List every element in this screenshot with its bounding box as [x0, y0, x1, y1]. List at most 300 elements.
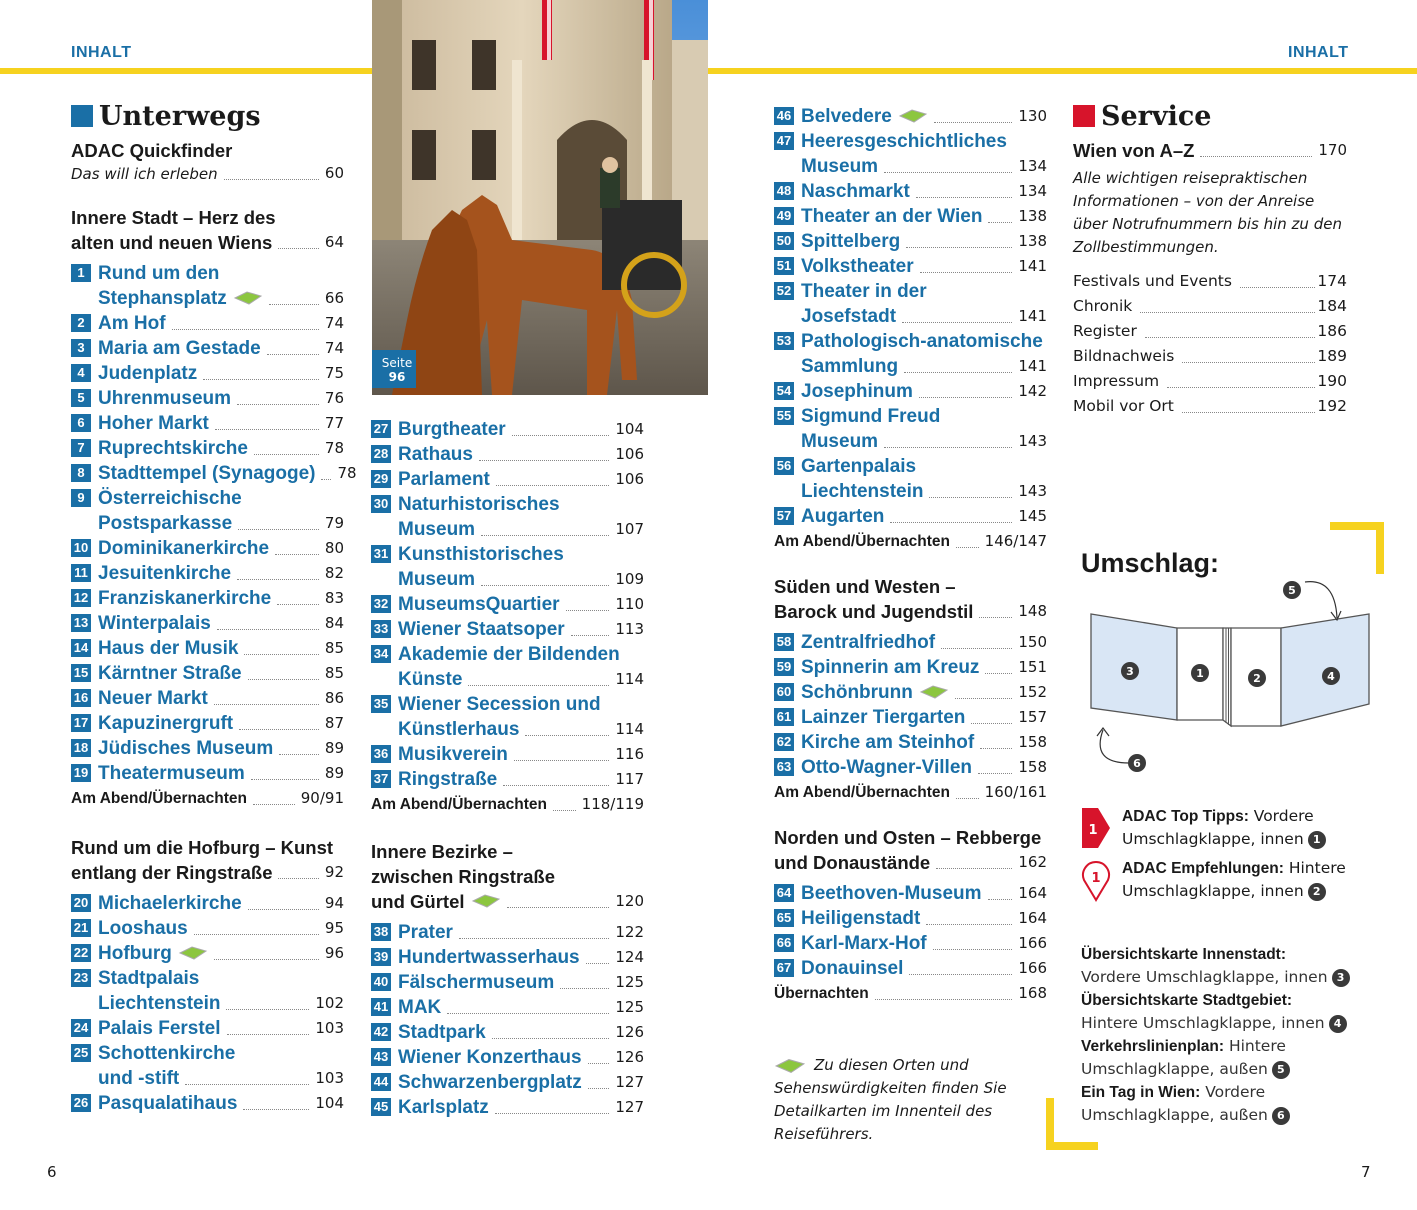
sight-number-badge: 50: [774, 232, 794, 250]
page-number: 120: [615, 892, 644, 910]
page-number: 118/119: [581, 795, 644, 813]
sight-title-line2: Museum: [398, 569, 476, 590]
dot-leader: [251, 779, 319, 780]
page-number: 152: [1018, 683, 1047, 701]
toc-entry-1-continued[interactable]: [71, 286, 344, 311]
sight-title-line2: Künste: [398, 669, 463, 690]
sight-number-badge: 52: [774, 282, 794, 300]
toc-entry-14[interactable]: [71, 636, 344, 661]
dot-leader: [269, 304, 319, 305]
sight-number-badge: 45: [371, 1098, 391, 1116]
toc-list: [774, 104, 1047, 529]
toc-entry-32[interactable]: [371, 592, 644, 617]
toc-entry-42[interactable]: [371, 1020, 644, 1045]
page-number: 74: [324, 314, 344, 332]
page-number: 143: [1018, 432, 1047, 450]
header-right: INHALT: [1288, 44, 1349, 61]
dot-leader: [227, 1034, 310, 1035]
dot-leader: [267, 354, 319, 355]
sight-title: Naturhistorisches: [398, 494, 560, 515]
abend-entry[interactable]: [71, 786, 344, 811]
dot-leader: [481, 585, 609, 586]
page-number: 124: [615, 948, 644, 966]
toc-entry-36[interactable]: [371, 742, 644, 767]
wien-a-z-entry[interactable]: [1073, 138, 1347, 163]
toc-entry-34[interactable]: [371, 642, 644, 667]
page-number: 126: [615, 1023, 644, 1041]
sight-title: Stadtpalais: [98, 968, 200, 989]
sight-title: Akademie der Bildenden: [398, 644, 620, 665]
cover-ref-badge: 3: [1332, 969, 1350, 987]
toc-entry-53[interactable]: [774, 329, 1047, 354]
page-number: 166: [1018, 959, 1047, 977]
page-number: 174: [1317, 272, 1347, 290]
toc-entry-15[interactable]: [71, 661, 344, 686]
toc-entry-2[interactable]: [71, 311, 344, 336]
sight-title: Jesuitenkirche: [98, 563, 232, 584]
top-tipps-info: [1122, 805, 1347, 851]
page-number: 104: [615, 420, 644, 438]
sight-title: Ruprechtskirche: [98, 438, 248, 459]
toc-entry-10[interactable]: [71, 536, 344, 561]
page-number: 184: [1317, 297, 1347, 315]
toc-entry-22[interactable]: [71, 941, 344, 966]
service-entry[interactable]: [1073, 269, 1347, 294]
sight-number-badge: 35: [371, 695, 391, 713]
sight-number-badge: 58: [774, 633, 794, 651]
dot-leader: [194, 934, 319, 935]
sight-number-badge: 34: [371, 645, 391, 663]
top-tipps-text: Vordere Umschlagklappe, innen: [1122, 807, 1314, 848]
abend-entry[interactable]: [774, 780, 1047, 805]
page-number: 164: [1018, 909, 1047, 927]
top-tipp-icon-number: 1: [1088, 823, 1098, 838]
page-number: 141: [1018, 257, 1047, 275]
dot-leader: [916, 197, 1013, 198]
empfehlung-icon-number: 1: [1091, 871, 1101, 886]
toc-list: [71, 261, 357, 786]
sight-title: Pasqualatihaus: [98, 1093, 238, 1114]
sight-title-line2: Sammlung: [801, 356, 899, 377]
sight-number-badge: 62: [774, 733, 794, 751]
toc-entry-4[interactable]: [71, 361, 344, 386]
toc-entry-5[interactable]: [71, 386, 344, 411]
page-number: 127: [615, 1073, 644, 1091]
toc-entry-8[interactable]: [71, 461, 357, 486]
toc-entry-37[interactable]: [371, 767, 644, 792]
sight-title-line2: Josefstadt: [801, 306, 897, 327]
sight-number-badge: 9: [71, 489, 91, 507]
district-heading: Innere Stadt – Herz des: [71, 207, 276, 228]
detail-map-icon: [471, 893, 501, 909]
quickfinder-entry[interactable]: [71, 163, 344, 186]
sight-number-badge: 64: [774, 884, 794, 902]
abend-entry[interactable]: [774, 529, 1047, 554]
sight-title: Sigmund Freud: [801, 406, 941, 427]
toc-entry-29[interactable]: [371, 467, 644, 492]
detail-map-icon: [919, 684, 949, 700]
toc-entry-12[interactable]: [71, 586, 344, 611]
toc-entry-45[interactable]: [371, 1095, 644, 1120]
sight-number-badge: 47: [774, 132, 794, 150]
toc-entry-64[interactable]: [774, 881, 1047, 906]
toc-entry-52-continued[interactable]: [774, 304, 1047, 329]
page-number: 116: [615, 745, 644, 763]
sight-number-badge: 11: [71, 564, 91, 582]
toc-entry-23-continued[interactable]: [71, 991, 344, 1016]
toc-entry-20[interactable]: [71, 891, 344, 916]
page-number: 189: [1317, 347, 1347, 365]
dot-leader: [571, 635, 610, 636]
dot-leader: [980, 748, 1012, 749]
sight-title: Prater: [398, 922, 453, 943]
dot-leader: [934, 122, 1013, 123]
sight-number-badge: 56: [774, 457, 794, 475]
sight-title-line2: Museum: [801, 431, 879, 452]
dot-leader: [941, 648, 1012, 649]
diagram-label-2: 2: [1253, 672, 1261, 685]
column-2: [371, 417, 644, 1120]
toc-entry-56-continued[interactable]: [774, 479, 1047, 504]
toc-entry-9-continued[interactable]: [71, 511, 344, 536]
service-label: Festivals und Events: [1073, 272, 1232, 290]
toc-entry-51[interactable]: [774, 254, 1047, 279]
page-number: 117: [615, 770, 644, 788]
top-tipp-arrow-icon: [1080, 806, 1112, 850]
page-number: 75: [324, 364, 344, 382]
dot-leader: [512, 435, 610, 436]
page-number: 130: [1018, 107, 1047, 125]
dot-leader: [988, 222, 1012, 223]
sight-title: Belvedere: [801, 106, 892, 127]
dot-leader: [588, 1088, 610, 1089]
dot-leader: [1240, 287, 1315, 288]
sight-title: Franziskanerkirche: [98, 588, 272, 609]
toc-entry-67[interactable]: [774, 956, 1047, 981]
page-number: 106: [615, 445, 644, 463]
overview-entry: [1081, 943, 1351, 989]
toc-entry-18[interactable]: [71, 736, 344, 761]
toc-entry-17[interactable]: [71, 711, 344, 736]
toc-entry-23[interactable]: [71, 966, 344, 991]
dot-leader: [243, 1109, 309, 1110]
toc-entry-13[interactable]: [71, 611, 344, 636]
diagram-label-6: 6: [1133, 757, 1141, 770]
dot-leader: [566, 610, 610, 611]
toc-entry-6[interactable]: [71, 411, 344, 436]
toc-entry-66[interactable]: [774, 931, 1047, 956]
sight-number-badge: 51: [774, 257, 794, 275]
column-unterwegs: [71, 100, 357, 1116]
toc-entry-31[interactable]: [371, 542, 644, 567]
sight-number-badge: 2: [71, 314, 91, 332]
toc-entry-46[interactable]: [774, 104, 1047, 129]
toc-entry-47-continued[interactable]: [774, 154, 1047, 179]
overview-entry: [1081, 1035, 1351, 1081]
dot-leader: [468, 685, 609, 686]
toc-entry-57[interactable]: [774, 504, 1047, 529]
service-entry[interactable]: [1073, 369, 1347, 394]
page-number: 85: [324, 664, 344, 682]
toc-entry-52[interactable]: [774, 279, 1047, 304]
service-entry[interactable]: [1073, 294, 1347, 319]
toc-entry-50[interactable]: [774, 229, 1047, 254]
overview-text: Vordere Umschlagklappe, außen: [1081, 1083, 1268, 1124]
sight-number-badge: 42: [371, 1023, 391, 1041]
dot-leader: [978, 773, 1012, 774]
sight-number-badge: 46: [774, 107, 794, 125]
sight-title: Jüdisches Museum: [98, 738, 274, 759]
dot-leader: [890, 522, 1012, 523]
sight-number-badge: 54: [774, 382, 794, 400]
sight-number-badge: 20: [71, 894, 91, 912]
sight-title: Uhrenmuseum: [98, 388, 232, 409]
dot-leader: [185, 1084, 309, 1085]
page-number: 74: [324, 339, 344, 357]
service-entry[interactable]: [1073, 319, 1347, 344]
abend-entry[interactable]: [371, 792, 644, 817]
dot-leader: [492, 1038, 610, 1039]
toc-entry-59[interactable]: [774, 655, 1047, 680]
page-number: 114: [615, 670, 644, 688]
page-number: 166: [1018, 934, 1047, 952]
sight-title: Gartenpalais: [801, 456, 917, 477]
sight-title: MAK: [398, 997, 442, 1018]
sight-number-badge: 31: [371, 545, 391, 563]
sight-title: Spittelberg: [801, 231, 901, 252]
dot-leader: [884, 447, 1012, 448]
sight-number-badge: 32: [371, 595, 391, 613]
sight-number-badge: 30: [371, 495, 391, 513]
section-square-icon: [1073, 105, 1095, 127]
service-entry[interactable]: [1073, 344, 1347, 369]
toc-entry-61[interactable]: [774, 705, 1047, 730]
sight-title: Karl-Marx-Hof: [801, 933, 927, 954]
overview-title: Verkehrslinienplan:: [1081, 1038, 1224, 1055]
dot-leader: [254, 454, 319, 455]
quickfinder-subtitle: Das will ich erleben: [71, 165, 218, 183]
dot-leader: [1182, 412, 1316, 413]
detail-map-icon: [898, 108, 928, 124]
photo-caption-label: Seite: [381, 356, 413, 370]
dot-leader: [1140, 312, 1315, 313]
toc-entry-55[interactable]: [774, 404, 1047, 429]
sight-number-badge: 40: [371, 973, 391, 991]
page-number: 138: [1018, 207, 1047, 225]
overview-title: Übersichtskarte Stadtgebiet:: [1081, 992, 1293, 1009]
dot-leader: [929, 497, 1012, 498]
dot-leader: [1182, 362, 1315, 363]
toc-entry-62[interactable]: [774, 730, 1047, 755]
toc-entry-31-continued[interactable]: [371, 567, 644, 592]
toc-entry-43[interactable]: [371, 1045, 644, 1070]
page-number: 109: [615, 570, 644, 588]
sight-number-badge: 27: [371, 420, 391, 438]
page-number: 134: [1018, 182, 1047, 200]
toc-entry-1[interactable]: [71, 261, 344, 286]
sight-number-badge: 60: [774, 683, 794, 701]
district-heading-text: alten und neuen Wiens: [71, 232, 273, 253]
dot-leader: [971, 723, 1012, 724]
page-number: 110: [615, 595, 644, 613]
dot-leader: [217, 629, 319, 630]
dot-leader: [203, 379, 319, 380]
toc-entry-26[interactable]: [71, 1091, 344, 1116]
toc-entry-39[interactable]: [371, 945, 644, 970]
toc-entry-16[interactable]: [71, 686, 344, 711]
toc-entry-49[interactable]: [774, 204, 1047, 229]
sight-number-badge: 6: [71, 414, 91, 432]
page-number: 160/161: [984, 783, 1047, 801]
sight-number-badge: 55: [774, 407, 794, 425]
service-label: Register: [1073, 322, 1137, 340]
sight-title: Kärntner Straße: [98, 663, 242, 684]
empfehlung-pin-icon: [1080, 860, 1112, 902]
sight-title: Österreichische: [98, 488, 242, 509]
toc-entry-48[interactable]: [774, 179, 1047, 204]
dot-leader: [586, 963, 610, 964]
toc-entry-33[interactable]: [371, 617, 644, 642]
toc-entry-63[interactable]: [774, 755, 1047, 780]
page-number: 95: [324, 919, 344, 937]
district-heading-text: entlang der Ringstraße: [71, 862, 273, 883]
dot-leader: [459, 938, 609, 939]
toc-entry-38[interactable]: [371, 920, 644, 945]
sight-title: Fälschermuseum: [398, 972, 555, 993]
toc-entry-44[interactable]: [371, 1070, 644, 1095]
dot-leader: [215, 429, 319, 430]
sight-title: Maria am Gestade: [98, 338, 261, 359]
district-heading-line2[interactable]: [71, 860, 344, 885]
toc-entry-65[interactable]: [774, 906, 1047, 931]
toc-entry-47[interactable]: [774, 129, 1047, 154]
toc-entry-35-continued[interactable]: [371, 717, 644, 742]
district-heading-line2[interactable]: [774, 599, 1047, 624]
overview-title: Übersichtskarte Innenstadt:: [1081, 946, 1286, 963]
toc-entry-58[interactable]: [774, 630, 1047, 655]
page-number: 107: [615, 520, 644, 538]
service-label: Bildnachweis: [1073, 347, 1175, 365]
sight-number-badge: 26: [71, 1094, 91, 1112]
page-number: 76: [324, 389, 344, 407]
sight-title: Hoher Markt: [98, 413, 209, 434]
sight-number-badge: 17: [71, 714, 91, 732]
page-number: 141: [1018, 307, 1047, 325]
toc-entry-21[interactable]: [71, 916, 344, 941]
sight-number-badge: 1: [71, 264, 91, 282]
sight-title: Volkstheater: [801, 256, 914, 277]
page-number: 164: [1018, 884, 1047, 902]
dot-leader: [214, 704, 319, 705]
abend-label: Am Abend/Übernachten: [71, 790, 247, 807]
detail-map-note: [774, 1054, 1038, 1146]
page-number: 141: [1018, 357, 1047, 375]
dot-leader: [1145, 337, 1316, 338]
sight-title: Theater in der: [801, 281, 927, 302]
toc-entry-25-continued[interactable]: [71, 1066, 344, 1091]
toc-entry-19[interactable]: [71, 761, 344, 786]
diagram-label-1: 1: [1196, 667, 1204, 680]
page-number: 102: [315, 994, 344, 1012]
toc-entry-9[interactable]: [71, 486, 344, 511]
uebernachten-entry[interactable]: [774, 981, 1047, 1006]
toc-entry-27[interactable]: [371, 417, 644, 442]
district-heading-line2[interactable]: [71, 230, 344, 255]
toc-entry-55-continued[interactable]: [774, 429, 1047, 454]
toc-entry-7[interactable]: [71, 436, 344, 461]
toc-entry-56[interactable]: [774, 454, 1047, 479]
dot-leader: [481, 535, 609, 536]
toc-entry-54[interactable]: [774, 379, 1047, 404]
sight-title: Palais Ferstel: [98, 1018, 221, 1039]
dot-leader: [503, 785, 609, 786]
page-number: 125: [615, 973, 644, 991]
sight-title: MuseumsQuartier: [398, 594, 560, 615]
toc-entry-28[interactable]: [371, 442, 644, 467]
page-number: 66: [324, 289, 344, 307]
toc-entry-30-continued[interactable]: [371, 517, 644, 542]
page-number: 190: [1317, 372, 1347, 390]
toc-entry-25[interactable]: [71, 1041, 344, 1066]
toc-entry-41[interactable]: [371, 995, 644, 1020]
column-3: [774, 104, 1047, 1006]
sight-title: Karlsplatz: [398, 1097, 489, 1118]
sight-title-line2: und -stift: [98, 1068, 180, 1089]
sight-number-badge: 44: [371, 1073, 391, 1091]
sight-number-badge: 4: [71, 364, 91, 382]
page-number: 125: [615, 998, 644, 1016]
sight-title-line2: Künstlerhaus: [398, 719, 520, 740]
toc-entry-35[interactable]: [371, 692, 644, 717]
page-number-left: 6: [47, 1163, 57, 1181]
district-heading-line2[interactable]: [774, 850, 1047, 875]
page-number: 78: [324, 439, 344, 457]
section-title: Service: [1101, 100, 1212, 132]
dot-leader: [933, 949, 1013, 950]
page-number: 142: [1018, 382, 1047, 400]
column-service: [1073, 100, 1347, 419]
service-entry[interactable]: [1073, 394, 1347, 419]
toc-entry-40[interactable]: [371, 970, 644, 995]
dot-leader: [560, 988, 609, 989]
header-left: INHALT: [71, 44, 132, 61]
dot-leader: [904, 372, 1012, 373]
toc-entry-3[interactable]: [71, 336, 344, 361]
district-heading-line3[interactable]: [371, 889, 644, 914]
toc-entry-60[interactable]: [774, 680, 1047, 705]
dot-leader: [279, 754, 319, 755]
sight-title: Michaelerkirche: [98, 893, 242, 914]
photo-caption-page: 96: [388, 370, 406, 384]
sight-title: Naschmarkt: [801, 181, 910, 202]
sight-title: Kapuzinergruft: [98, 713, 234, 734]
page-number: 90/91: [300, 789, 344, 807]
sight-title: Theater an der Wien: [801, 206, 983, 227]
sight-number-badge: 25: [71, 1044, 91, 1062]
sight-number-badge: 24: [71, 1019, 91, 1037]
sight-title: Stadtpark: [398, 1022, 486, 1043]
toc-entry-30[interactable]: [371, 492, 644, 517]
toc-entry-11[interactable]: [71, 561, 344, 586]
page-number: 134: [1018, 157, 1047, 175]
page-number: 114: [615, 720, 644, 738]
toc-entry-53-continued[interactable]: [774, 354, 1047, 379]
page-number: 84: [324, 614, 344, 632]
toc-entry-34-continued[interactable]: [371, 667, 644, 692]
toc-list: [774, 630, 1047, 780]
dot-leader: [920, 272, 1013, 273]
toc-entry-24[interactable]: [71, 1016, 344, 1041]
